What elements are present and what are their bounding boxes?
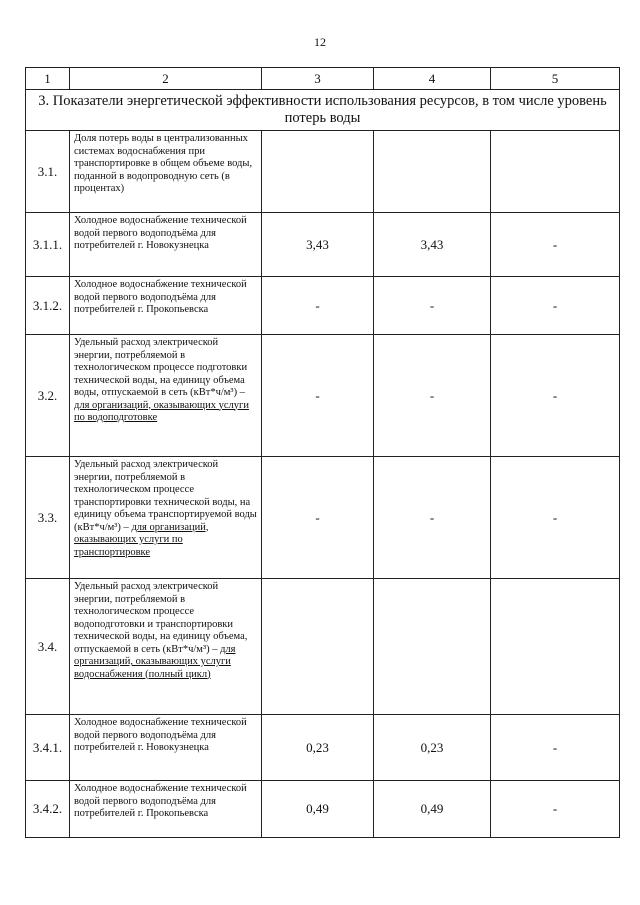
value-col5: - <box>491 457 620 579</box>
row-description: Холодное водоснабжение технической водой первого водоподъёма для потребителей г. Новокузнецка <box>70 715 262 781</box>
value-col5: - <box>491 335 620 457</box>
value-col5 <box>491 131 620 213</box>
row-description: Холодное водоснабжение технической водой первого водоподъёма для потребителей г. Прокопьевска <box>70 277 262 335</box>
section-title: 3. Показатели энергетической эффективности использования ресурсов, в том числе уровень потерь воды <box>26 90 620 131</box>
value-col4: - <box>374 277 491 335</box>
value-col4 <box>374 579 491 715</box>
value-col3: 0,23 <box>262 715 374 781</box>
table-row <box>26 213 620 277</box>
value-col4: 0,23 <box>374 715 491 781</box>
value-col3: - <box>262 457 374 579</box>
row-description: Удельный расход электрической энергии, потребляемой в технологическом процессе транспортировки технической воды, на единицу объема транспортируемой воды (кВт*ч/м³) – для организаций, оказывающих услуги по транспортировке <box>70 457 262 579</box>
row-number: 3.4.1. <box>26 715 70 781</box>
row-number: 3.2. <box>26 335 70 457</box>
column-number: 2 <box>70 68 262 90</box>
column-number: 5 <box>491 68 620 90</box>
value-col5: - <box>491 213 620 277</box>
table-row <box>26 457 620 579</box>
table-row <box>26 131 620 213</box>
column-number-row <box>26 68 620 90</box>
value-col4: 3,43 <box>374 213 491 277</box>
table-row <box>26 715 620 781</box>
value-col3: 0,49 <box>262 781 374 838</box>
value-col5: - <box>491 781 620 838</box>
table-row <box>26 277 620 335</box>
value-col3 <box>262 579 374 715</box>
row-number: 3.4. <box>26 579 70 715</box>
value-col3: - <box>262 277 374 335</box>
page-number: 12 <box>314 35 326 49</box>
column-number: 4 <box>374 68 491 90</box>
table-row <box>26 335 620 457</box>
row-description: Холодное водоснабжение технической водой первого водоподъёма для потребителей г. Новокузнецка <box>70 213 262 277</box>
value-col5: - <box>491 277 620 335</box>
row-description: Удельный расход электрической энергии, потребляемой в технологическом процессе подготовки технической воды, на единицу объема воды, отпускаемой в сеть (кВт*ч/м³) – для организаций, оказывающих услуги по водоподготовке <box>70 335 262 457</box>
row-number: 3.1. <box>26 131 70 213</box>
value-col4 <box>374 131 491 213</box>
column-number: 1 <box>26 68 70 90</box>
indicators-table <box>25 67 620 838</box>
table-row <box>26 781 620 838</box>
value-col3: 3,43 <box>262 213 374 277</box>
column-number: 3 <box>262 68 374 90</box>
value-col4: - <box>374 457 491 579</box>
row-number: 3.3. <box>26 457 70 579</box>
row-description: Доля потерь воды в централизованных системах водоснабжения при транспортировке в общем объеме воды, поданной в водопроводную сеть (в процентах) <box>70 131 262 213</box>
row-description: Холодное водоснабжение технической водой первого водоподъёма для потребителей г. Прокопьевска <box>70 781 262 838</box>
table-row <box>26 579 620 715</box>
row-number: 3.1.2. <box>26 277 70 335</box>
value-col3: - <box>262 335 374 457</box>
value-col5: - <box>491 715 620 781</box>
row-number: 3.4.2. <box>26 781 70 838</box>
section-row <box>26 90 620 131</box>
value-col4: - <box>374 335 491 457</box>
value-col4: 0,49 <box>374 781 491 838</box>
value-col5 <box>491 579 620 715</box>
row-number: 3.1.1. <box>26 213 70 277</box>
row-description: Удельный расход электрической энергии, потребляемой в технологическом процессе водоподготовки и транспортировки технической воды, на единицу объема, отпускаемой в сеть (кВт*ч/м³) – для организаций, оказывающих услуги водоснабжения (полный цикл) <box>70 579 262 715</box>
value-col3 <box>262 131 374 213</box>
